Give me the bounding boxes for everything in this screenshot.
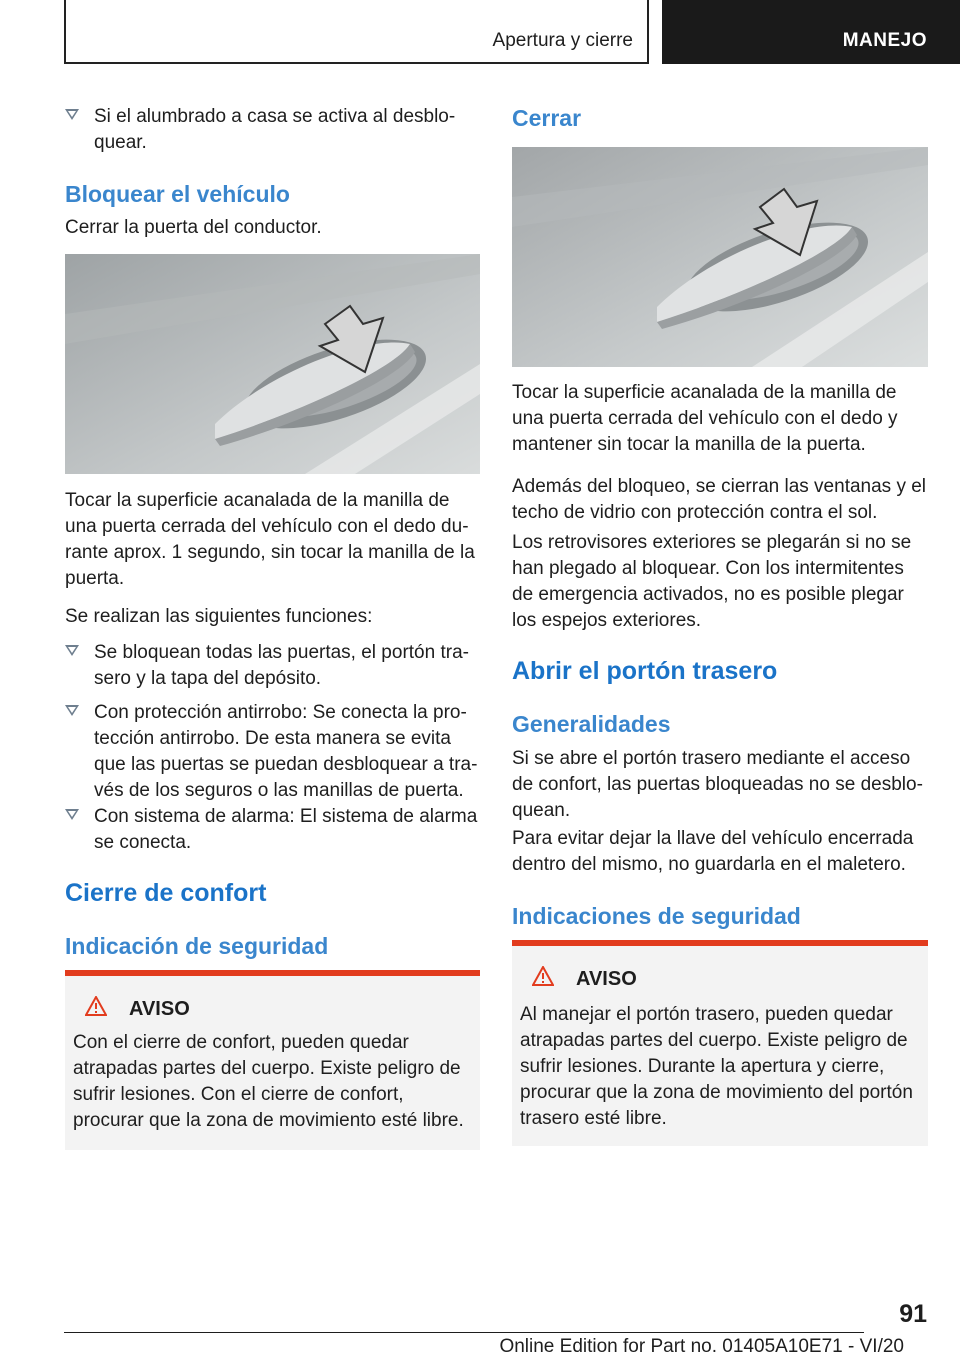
warning-box	[65, 970, 480, 1150]
lock-intro	[65, 215, 480, 241]
close-body-text: Tocar la superficie acanalada de la manilla de una puerta cerrada del vehículo con el dedo y mantener sin tocar la manilla de la puerta.	[512, 382, 898, 455]
header-section-title: Apertura y cierre	[492, 30, 633, 51]
header-chapter-title: MANEJO	[842, 30, 927, 51]
lock-intro-text: Cerrar la puerta del conductor.	[65, 217, 322, 238]
header-section-tab	[64, 0, 649, 64]
close-extra-2-text: Los retrovisores exteriores se plegarán si no se han plegado al bloquear. Con los intermitentes de emergencia activados, no es posible plegar los espejos exteriores.	[512, 532, 912, 631]
close-extra-1	[512, 474, 928, 526]
close-body	[512, 380, 928, 458]
warning-box	[512, 940, 928, 1146]
safety-section-heading	[512, 902, 928, 930]
safety-heading: Indicaciones de seguridad	[512, 903, 801, 929]
warning-body	[73, 1030, 474, 1134]
general-section-heading	[512, 710, 928, 738]
triangle-bullet-icon	[65, 645, 79, 656]
lock-body-text: Tocar la superficie acanalada de la manilla de una puerta cerrada del vehículo con el dedo durante aprox. 1 segundo, sin tocar la manilla de la puerta.	[65, 490, 475, 589]
warning-body	[520, 1002, 922, 1132]
page-number: 91	[899, 1300, 927, 1328]
comfort-section-heading	[65, 878, 480, 908]
triangle-bullet-icon	[65, 109, 79, 120]
edition-text: Online Edition for Part no. 01405A10E71 - VI/20	[499, 1336, 904, 1357]
warning-title: AVISO	[576, 968, 637, 990]
general-body-2-text: Para evitar dejar la llave del vehículo encerrada dentro del mismo, no guardarla en el maletero.	[512, 828, 914, 875]
warning-triangle-icon	[532, 966, 554, 986]
functions-intro	[65, 604, 480, 630]
door-handle-photo	[65, 254, 480, 474]
close-extra-2	[512, 530, 928, 634]
list-item	[65, 804, 480, 856]
close-section-heading	[512, 104, 928, 132]
warning-triangle-icon	[85, 996, 107, 1016]
list-item	[65, 700, 480, 804]
header-chapter-tab	[662, 0, 960, 64]
warning-text: Al manejar el portón trasero, pueden quedar atrapadas partes del cuerpo. Existe peligro de sufrir lesiones. Durante la apertura y cierre, procurar que la zona de movimiento del portón trasero esté libre.	[520, 1004, 913, 1129]
functions-intro-text: Se realizan las siguientes funciones:	[65, 606, 373, 627]
general-heading: Generalidades	[512, 711, 671, 737]
bullet-text: Con sistema de alarma: El sistema de alarma se conecta.	[94, 806, 478, 853]
tailgate-section-heading	[512, 656, 928, 686]
bullet-text: Si el alumbrado a casa se activa al desbloquear.	[94, 106, 456, 153]
list-item	[65, 640, 480, 692]
close-extra-1-text: Además del bloqueo, se cierran las ventanas y el techo de vidrio con protección contra el sol.	[512, 476, 927, 523]
bullet-text: Se bloquean todas las puertas, el portón trasero y la tapa del depósito.	[94, 642, 469, 689]
warning-text: Con el cierre de confort, pueden quedar atrapadas partes del cuerpo. Existe peligro de sufrir lesiones. Con el cierre de confort, procurar que la zona de movimiento esté libre.	[73, 1032, 464, 1131]
footer-divider	[64, 1332, 864, 1333]
general-body-1-text: Si se abre el portón trasero mediante el acceso de confort, las puertas bloqueadas no se desbloquean.	[512, 748, 923, 821]
safety-section-heading	[65, 932, 480, 960]
door-handle-photo	[512, 147, 928, 367]
general-body-1	[512, 746, 928, 824]
triangle-bullet-icon	[65, 809, 79, 820]
warning-title: AVISO	[129, 998, 190, 1020]
lock-heading: Bloquear el vehículo	[65, 181, 290, 207]
tailgate-heading: Abrir el portón trasero	[512, 657, 778, 685]
lock-section-heading	[65, 180, 480, 208]
bullet-text: Con protección antirrobo: Se conecta la protección antirrobo. De esta manera se evita que las puertas se puedan desbloquear a través de los seguros o las manillas de puerta.	[94, 702, 478, 801]
lock-body	[65, 488, 480, 592]
general-body-2	[512, 826, 928, 878]
close-heading: Cerrar	[512, 105, 582, 131]
triangle-bullet-icon	[65, 705, 79, 716]
list-item	[65, 104, 480, 156]
safety-heading: Indicación de seguridad	[65, 933, 329, 959]
comfort-heading: Cierre de confort	[65, 879, 267, 907]
